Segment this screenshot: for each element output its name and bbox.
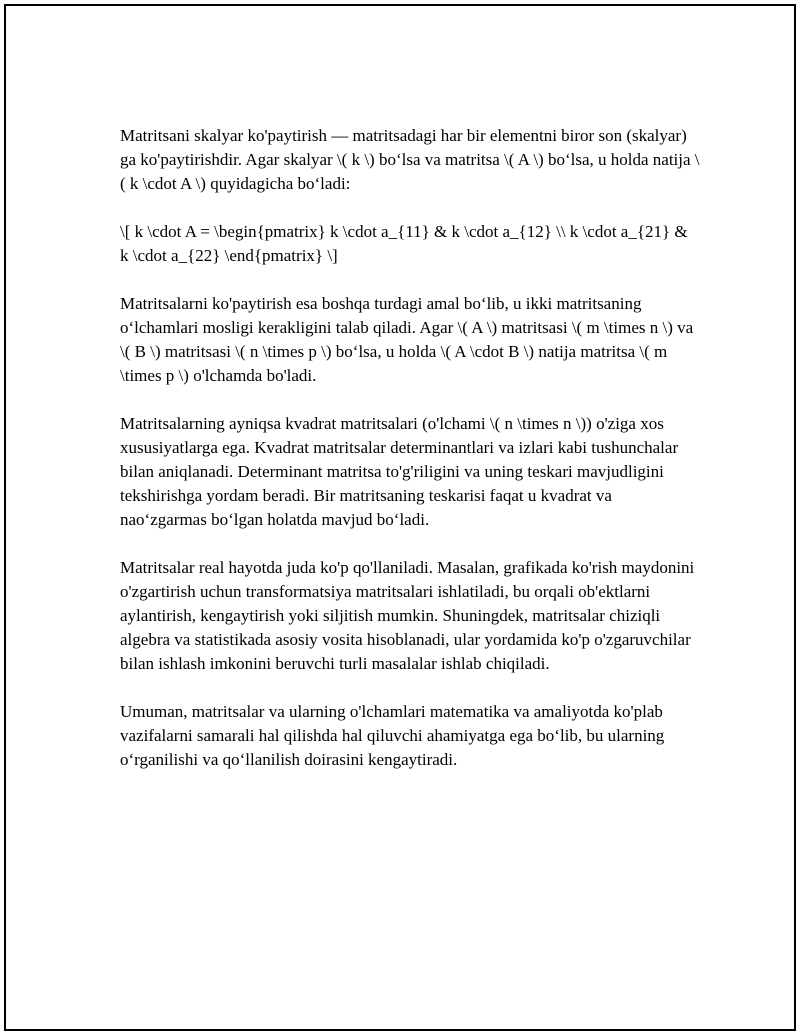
paragraph-applications: Matritsalar real hayotda juda ko'p qo'llaniladi. Masalan, grafikada ko'rish maydonini o'zgartirish uchun transformatsiya matritsalari ishlatiladi, bu orqali ob'ektlarni aylantirish, kengaytirish yoki siljitish mumkin. Shuningdek, matritsalar chiziqli algebra va statistikada asosiy vosita hisoblanadi, ular yordamida ko'p o'zgaruvchilar bilan ishlash imkonini beruvchi turli masalalar ishlab chiqiladi. xyxy=(120,558,695,673)
paragraph-formula: \[ k \cdot A = \begin{pmatrix} k \cdot a_{11} & k \cdot a_{12} \\ k \cdot a_{21} & k \cdot a_{22} \end{pmatrix} \] xyxy=(120,222,688,265)
paragraph-scalar-multiplication: Matritsani skalyar ko'paytirish — matritsadagi har bir elementni biror son (skalyar) ga ko'paytirishdir. Agar skalyar \( k \) bo‘lsa va matritsa \( A \) bo‘lsa, u holda natija \( k \cdot A \) quyidagicha bo‘ladi: xyxy=(120,126,700,193)
paragraph-matrix-multiplication: Matritsalarni ko'paytirish esa boshqa turdagi amal bo‘lib, u ikki matritsaning o‘lchamlari mosligi kerakligini talab qiladi. Agar \( A \) matritsasi \( m \times n \) va \( B \) matritsasi \( n \times p \) bo‘lsa, u holda \( A \cdot B \) natija matritsa \( m \times p \) o'lchamda bo'ladi. xyxy=(120,294,694,385)
page xyxy=(4,4,796,1031)
paragraph-square-matrices: Matritsalarning ayniqsa kvadrat matritsalari (o'lchami \( n \times n \)) o'ziga xos xususiyatlarga ega. Kvadrat matritsalar determinantlari va izlari kabi tushunchalar bilan aniqlanadi. Determinant matritsa to'g'riligini va uning teskari mavjudligini tekshirishga yordam beradi. Bir matritsaning teskarisi faqat u kvadrat va nao‘zgarmas bo‘lgan holatda mavjud bo‘ladi. xyxy=(120,414,679,529)
paragraph-conclusion: Umuman, matritsalar va ularning o'lchamlari matematika va amaliyotda ko'plab vazifalarni samarali hal qilishda hal qiluvchi ahamiyatga ega bo‘lib, bu ularning o‘rganilishi va qo‘llanilish doirasini kengaytiradi. xyxy=(120,702,665,769)
document-body xyxy=(120,124,700,796)
